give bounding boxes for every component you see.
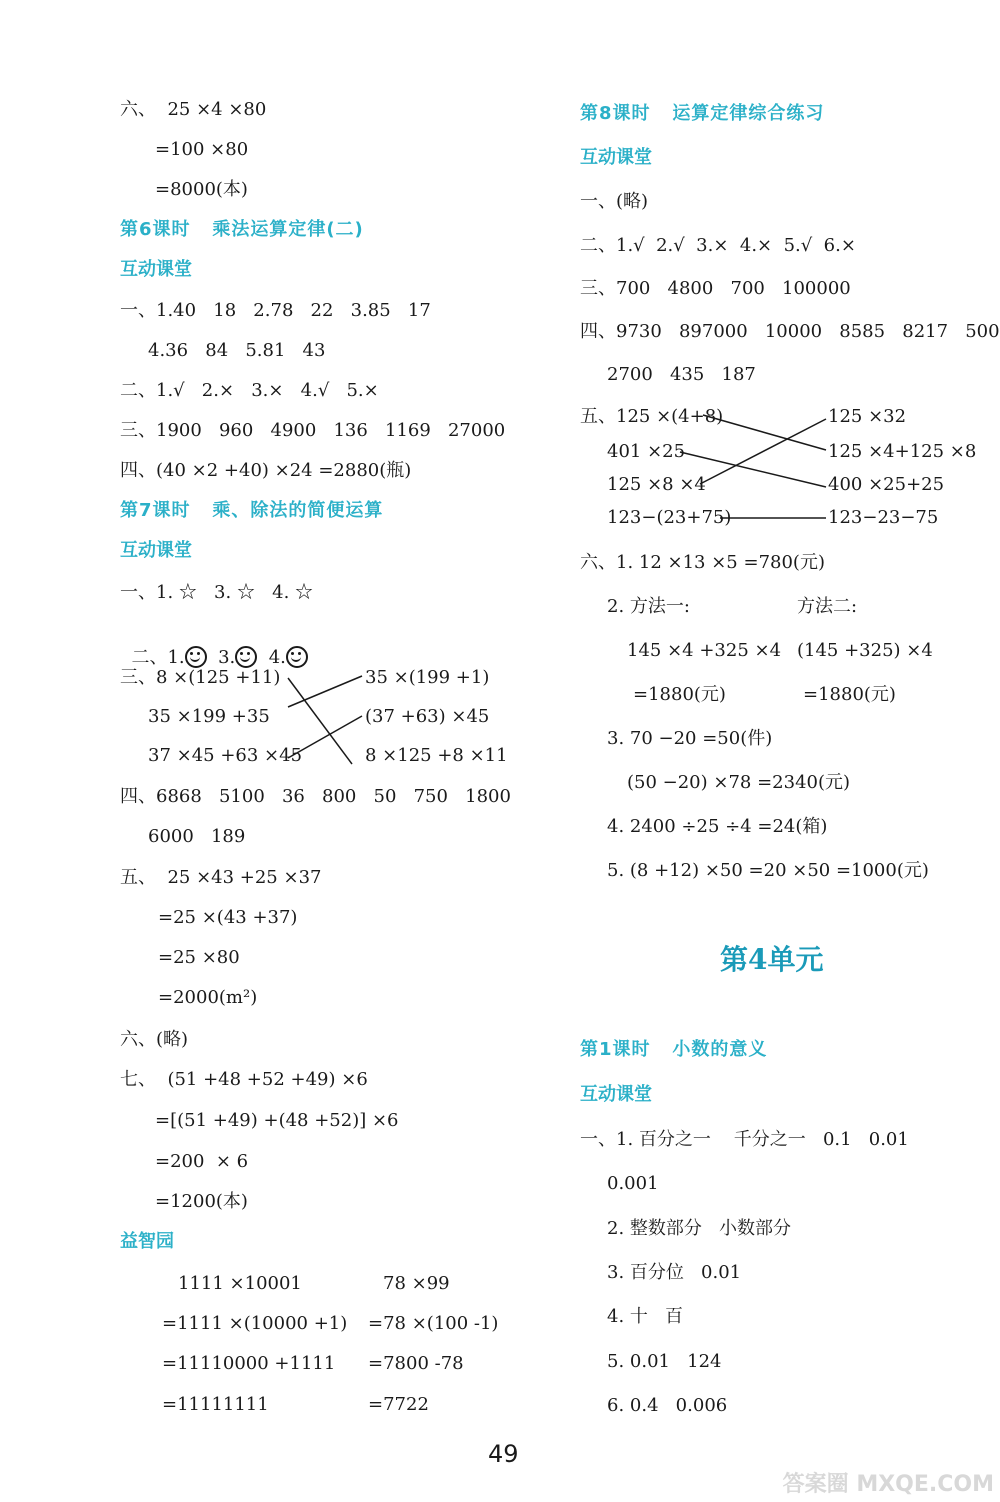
lesson8-q1: 一、(略): [580, 191, 649, 212]
unit-heading: 第4单元: [720, 943, 824, 976]
lesson7-q4a: 四、6868 5100 36 800 50 750 1800: [120, 786, 511, 807]
lesson7-q5c: =25 ×80: [158, 947, 240, 968]
lesson7-q5b: =25 ×(43 +37): [158, 907, 298, 928]
lesson8-q6-3a: 3. 70 −20 =50(件): [607, 728, 773, 749]
lesson8-q4b: 2700 435 187: [607, 364, 756, 385]
lesson6-q3: 三、1900 960 4900 136 1169 27000: [120, 420, 506, 441]
lesson8-match-left1: 五、125 ×(4+8): [580, 406, 724, 427]
lesson8-match-right2: 125 ×4+125 ×8: [828, 441, 977, 462]
lesson8-match-left3: 125 ×8 ×4: [607, 474, 706, 495]
match-line-right-c: [700, 419, 826, 484]
lesson6-q4: 四、(40 ×2 +40) ×24 =2880(瓶): [120, 460, 412, 481]
lesson8-match-left4: 123−(23+75): [607, 507, 732, 528]
lesson8-q3: 三、700 4800 700 100000: [580, 278, 851, 299]
lesson8-q4a: 四、9730 897000 10000 8585 8217 500: [580, 321, 1000, 342]
lesson6-title: 第6课时 乘法运算定律(二): [120, 219, 364, 240]
match-line-left-a: [288, 678, 352, 764]
lesson7-q7d: =1200(本): [155, 1191, 248, 1212]
lesson8-q6-2-result2: =1880(元): [803, 684, 896, 705]
lesson8-match-right4: 123−23−75: [828, 507, 939, 528]
unit4-lesson1-section: 互动课堂: [580, 1084, 652, 1105]
lesson7-match-right3: 8 ×125 +8 ×11: [365, 745, 508, 766]
lesson7-match-left1: 三、8 ×(125 +11): [120, 667, 281, 688]
unit4-q3: 3. 百分位 0.01: [607, 1262, 742, 1283]
unit4-q5: 5. 0.01 124: [607, 1351, 722, 1372]
lesson7-q7b: =[(51 +49) +(48 +52)] ×6: [155, 1110, 399, 1131]
lesson6-q2: 二、1.√ 2.× 3.× 4.√ 5.×: [120, 380, 379, 401]
lesson7-q5d: =2000(m²): [158, 987, 258, 1008]
unit4-q4: 4. 十 百: [607, 1306, 684, 1327]
lesson7-q5a: 五、 25 ×43 +25 ×37: [120, 867, 322, 888]
unit4-q1b: 0.001: [607, 1173, 659, 1194]
lesson8-q6-1: 六、1. 12 ×13 ×5 =780(元): [580, 552, 825, 573]
lesson6-section: 互动课堂: [120, 259, 192, 280]
lesson8-title: 第8课时 运算定律综合练习: [580, 103, 825, 124]
lesson7-q2-label3: 3.: [218, 647, 236, 668]
puzzle2-line1: 78 ×99: [383, 1273, 450, 1294]
unit4-q2: 2. 整数部分 小数部分: [607, 1218, 792, 1239]
lesson8-section: 互动课堂: [580, 147, 652, 168]
lesson8-match-right1: 125 ×32: [828, 406, 907, 427]
lesson7-match-right2: (37 +63) ×45: [365, 706, 490, 727]
lesson8-q6-5: 5. (8 +12) ×50 =20 ×50 =1000(元): [607, 860, 929, 881]
lesson7-q2-label1: 二、1.: [131, 647, 185, 668]
lesson8-q6-2-method2: 方法二:: [797, 596, 858, 617]
lesson7-q2-label4: 4.: [268, 647, 286, 668]
lesson7-match-left2: 35 ×199 +35: [148, 706, 270, 727]
puzzle1-line4: =11111111: [162, 1394, 269, 1415]
lesson8-q6-4: 4. 2400 ÷25 ÷4 =24(箱): [607, 816, 828, 837]
lesson7-match-left3: 37 ×45 +63 ×45: [148, 745, 303, 766]
lesson8-q6-2-expr1: 145 ×4 +325 ×4: [627, 640, 782, 661]
lesson8-q6-2-result1: =1880(元): [633, 684, 726, 705]
puzzle1-line2: =1111 ×(10000 +1): [162, 1313, 348, 1334]
puzzle2-line3: =7800 -78: [368, 1353, 464, 1374]
match-line-right-a: [703, 415, 826, 450]
puzzle-section: 益智园: [120, 1231, 174, 1252]
lesson8-q2: 二、1.√ 2.√ 3.× 4.× 5.√ 6.×: [580, 235, 856, 256]
lesson8-match-right3: 400 ×25+25: [828, 474, 945, 495]
lesson7-q6: 六、(略): [120, 1029, 189, 1050]
match-line-left-c: [288, 716, 362, 758]
unit4-lesson1-title: 第1课时 小数的意义: [580, 1039, 768, 1060]
lesson8-q6-2-method1: 2. 方法一:: [607, 596, 690, 617]
left-line-six-step1: =100 ×80: [155, 139, 249, 160]
puzzle2-line2: =78 ×(100 -1): [368, 1313, 499, 1334]
unit4-q6: 6. 0.4 0.006: [607, 1395, 728, 1416]
lesson8-q6-3b: (50 −20) ×78 =2340(元): [627, 772, 851, 793]
lesson7-q7a: 七、 (51 +48 +52 +49) ×6: [120, 1069, 368, 1090]
page-number: 49: [488, 1440, 519, 1468]
lesson8-q6-2-expr2: (145 +325) ×4: [797, 640, 933, 661]
puzzle1-line1: 1111 ×10001: [178, 1273, 302, 1294]
lesson7-title: 第7课时 乘、除法的简便运算: [120, 500, 384, 521]
unit4-q1a: 一、1. 百分之一 千分之一 0.1 0.01: [580, 1129, 909, 1150]
lesson7-section: 互动课堂: [120, 540, 192, 561]
lesson6-q1b: 4.36 84 5.81 43: [148, 340, 326, 361]
left-line-six-step2: =8000(本): [155, 179, 248, 200]
match-line-left-b: [288, 676, 362, 707]
lesson7-q1: 一、1. ☆ 3. ☆ 4. ☆: [120, 582, 314, 603]
puzzle2-line4: =7722: [368, 1394, 429, 1415]
lesson7-q7c: =200 × 6: [155, 1151, 249, 1172]
puzzle1-line3: =11110000 +1111: [162, 1353, 336, 1374]
lesson7-match-right1: 35 ×(199 +1): [365, 667, 490, 688]
lesson8-match-left2: 401 ×25: [607, 441, 686, 462]
lesson6-q1a: 一、1.40 18 2.78 22 3.85 17: [120, 300, 431, 321]
watermark: 答案圈 MXQE.COM: [782, 1472, 994, 1497]
lesson7-q4b: 6000 189: [148, 826, 246, 847]
left-line-six: 六、 25 ×4 ×80: [120, 99, 267, 120]
